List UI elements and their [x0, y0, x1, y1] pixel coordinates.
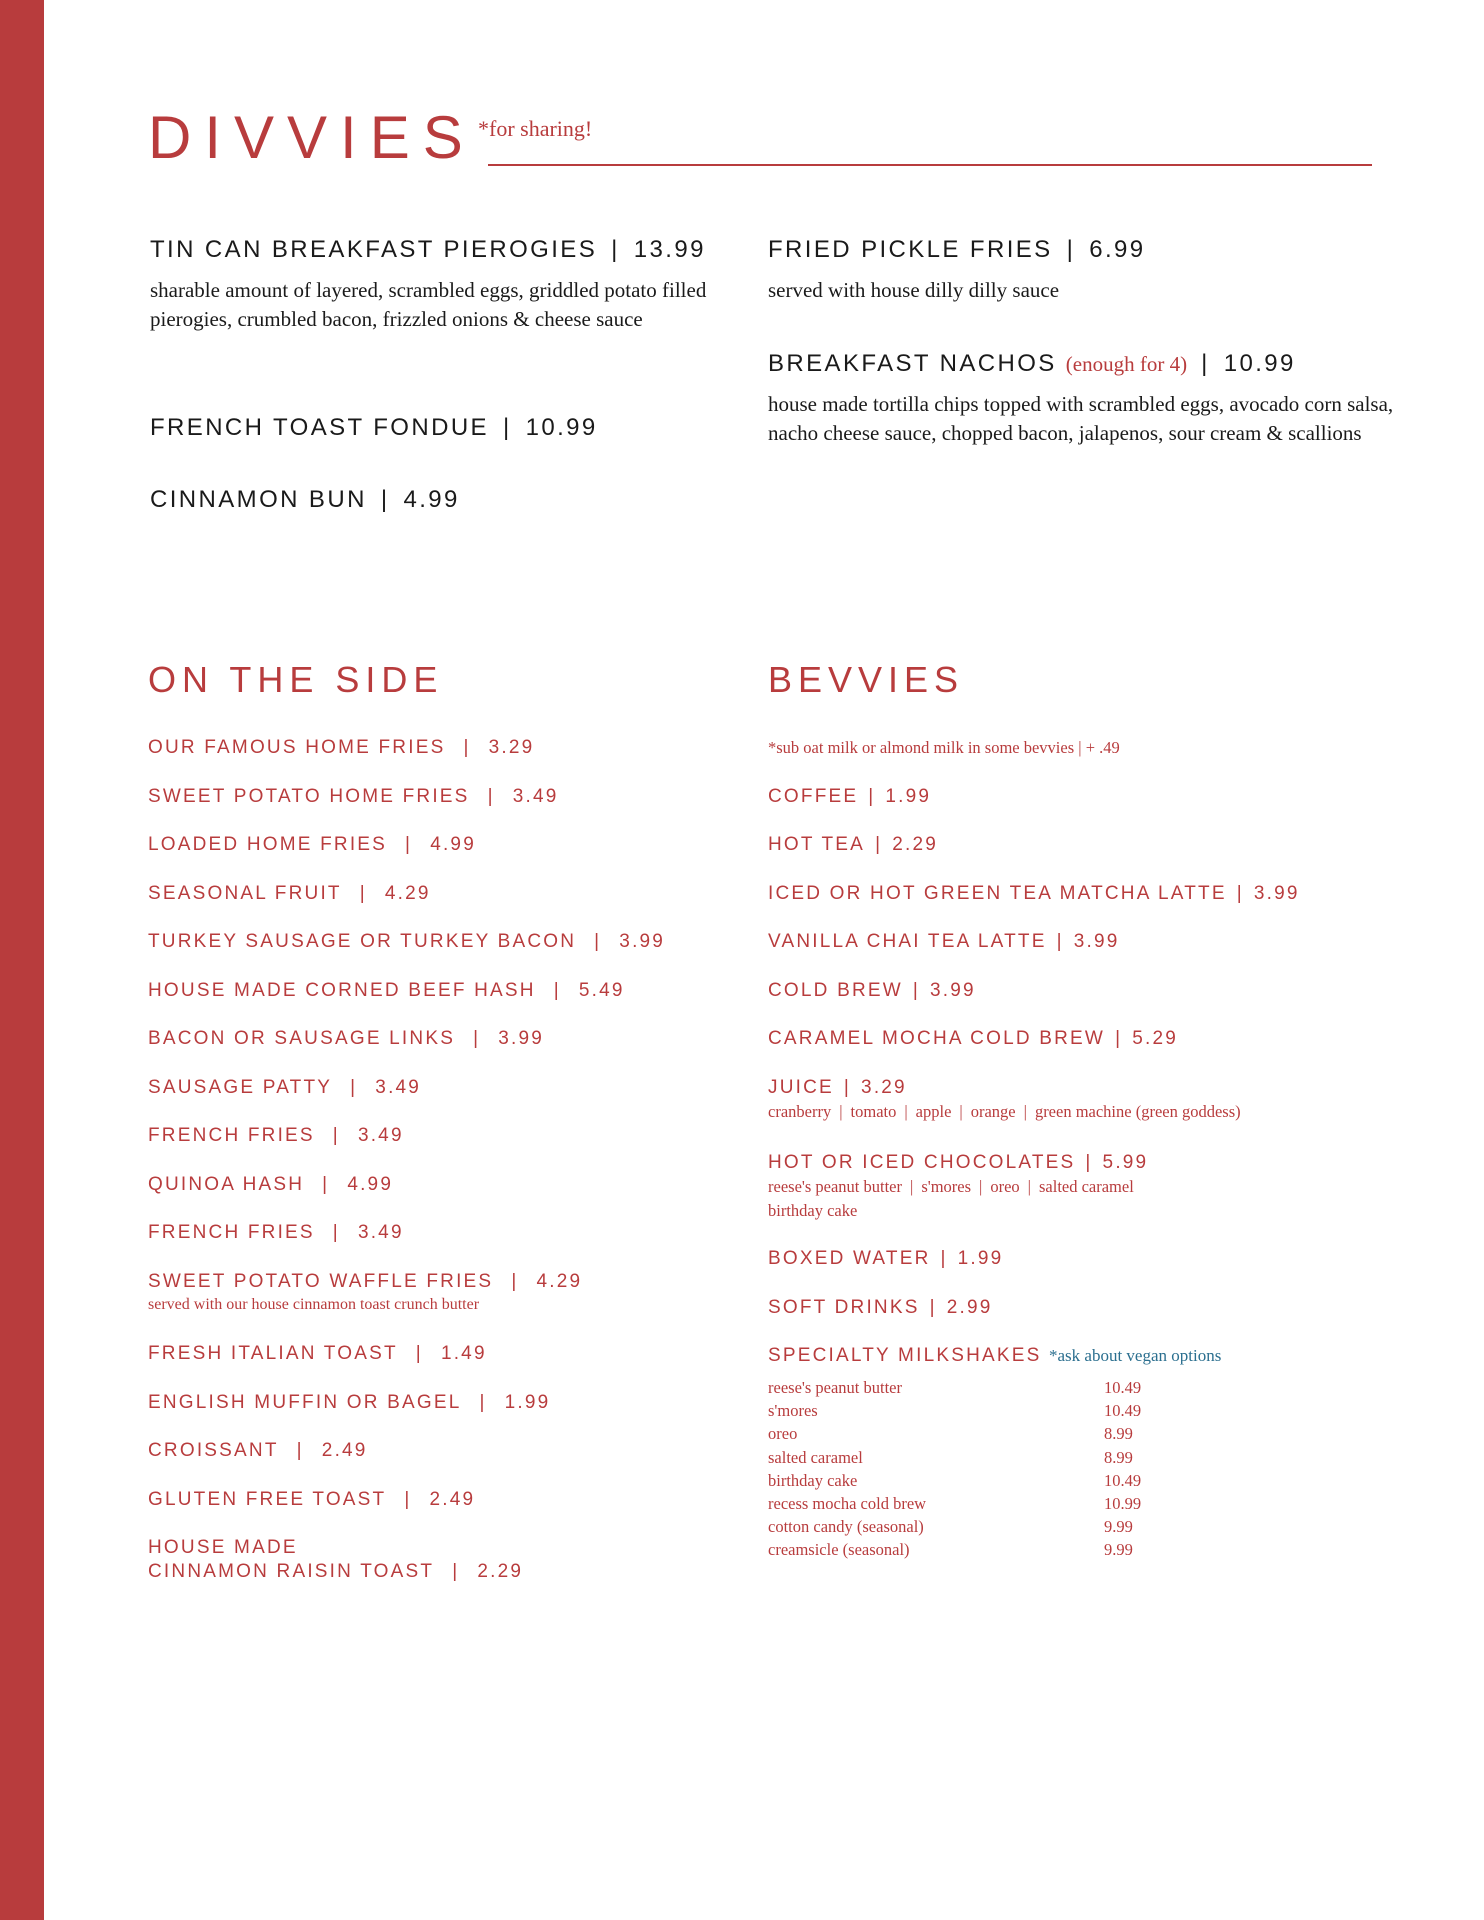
item-name: BOXED WATER [768, 1248, 931, 1269]
milkshake-row [768, 1446, 1168, 1469]
item-price: 1.49 [440, 1343, 487, 1364]
item-price: 2.99 [946, 1297, 993, 1318]
price-separator: | [296, 1440, 304, 1461]
milkshake-row [768, 1376, 1168, 1399]
item-name: SPECIALTY MILKSHAKES [768, 1345, 1042, 1366]
milkshake-list [768, 1376, 1208, 1562]
item-price: 3.99 [930, 980, 976, 1001]
price-separator: | [594, 931, 602, 952]
left-accent-bar [0, 0, 44, 1920]
milkshakes-heading [768, 1344, 1221, 1368]
flavor-price: 9.99 [1104, 1540, 1133, 1560]
item-name: ENGLISH MUFFIN OR BAGEL [148, 1392, 462, 1413]
side-item [148, 1124, 404, 1148]
divvies-item [768, 352, 1408, 448]
item-name: HOT OR ICED CHOCOLATES [768, 1152, 1076, 1173]
item-price: 3.29 [488, 737, 535, 758]
side-item [148, 1027, 544, 1051]
item-price: 3.49 [512, 786, 559, 807]
side-item [148, 1173, 393, 1197]
flavor-name: creamsicle (seasonal) [768, 1540, 910, 1560]
item-name: BREAKFAST NACHOS [768, 350, 1057, 377]
item-name: CINNAMON BUN [150, 486, 367, 513]
flavor-name: salted caramel [768, 1447, 863, 1467]
flavor-name: reese's peanut butter [768, 1378, 902, 1397]
price-separator: | [1201, 350, 1210, 377]
item-name: FRENCH FRIES [148, 1125, 315, 1146]
price-separator: | [332, 1222, 340, 1243]
price-separator: | [415, 1343, 423, 1364]
milk-substitution-note: *sub oat milk or almond milk in some bevvies | + .49 [768, 738, 1120, 757]
item-name-line1: HOUSE MADE [148, 1537, 298, 1558]
divvies-item [150, 488, 710, 512]
side-item [148, 833, 476, 857]
divvies-sharing-note: *for sharing! [478, 116, 593, 141]
item-name: JUICE [768, 1077, 834, 1098]
flavor-price: 10.49 [1104, 1470, 1142, 1490]
side-item [148, 1270, 582, 1316]
price-separator: | [511, 1271, 519, 1292]
price-separator: | [868, 786, 876, 807]
item-price: 4.99 [430, 834, 476, 855]
bev-item-chocolates [768, 1151, 1148, 1223]
side-item [148, 1221, 404, 1245]
divvies-item [150, 416, 710, 440]
option: s'mores [921, 1176, 972, 1196]
price-separator: | [929, 1297, 937, 1318]
milkshake-row [768, 1492, 1168, 1515]
item-name: SAUSAGE PATTY [148, 1077, 333, 1098]
item-name: BACON OR SAUSAGE LINKS [148, 1028, 456, 1049]
item-description: served with house dilly dilly sauce [768, 278, 1060, 302]
chocolate-option-line2: birthday cake [768, 1200, 858, 1220]
side-item [148, 736, 534, 760]
option-separator: | [959, 1101, 963, 1121]
item-name: GLUTEN FREE TOAST [148, 1489, 387, 1510]
option-separator: | [1023, 1101, 1027, 1121]
item-price: 2.49 [429, 1489, 476, 1510]
flavor-price: 8.99 [1104, 1424, 1133, 1444]
price-separator: | [1056, 931, 1064, 952]
item-name: SEASONAL FRUIT [148, 883, 342, 904]
option: tomato [850, 1101, 897, 1121]
price-separator: | [940, 1248, 948, 1269]
price-separator: | [322, 1174, 330, 1195]
divvies-title: DIVVIES [148, 104, 476, 171]
bev-item [768, 1027, 1178, 1051]
on-the-side-title: ON THE SIDE [148, 659, 444, 700]
item-price: 3.49 [357, 1125, 404, 1146]
divvies-item [150, 238, 710, 334]
price-separator: | [479, 1392, 487, 1413]
side-item [148, 930, 665, 954]
divvies-item [768, 238, 1408, 305]
item-name: VANILLA CHAI TEA LATTE [768, 931, 1047, 952]
milkshake-row [768, 1538, 1168, 1561]
item-price: 6.99 [1089, 236, 1146, 263]
item-name: TURKEY SAUSAGE OR TURKEY BACON [148, 931, 577, 952]
price-separator: | [553, 980, 561, 1001]
price-separator: | [1115, 1028, 1123, 1049]
flavor-name: s'mores [768, 1401, 818, 1421]
item-name: FRENCH FRIES [148, 1222, 315, 1243]
option: cranberry [768, 1101, 832, 1121]
bev-item [768, 979, 976, 1003]
side-item [148, 1391, 550, 1415]
item-price: 10.99 [1223, 350, 1296, 377]
price-separator: | [405, 834, 413, 855]
bev-item [768, 882, 1300, 906]
price-separator: | [404, 1489, 412, 1510]
price-separator: | [1236, 883, 1244, 904]
item-price: 5.29 [1132, 1028, 1178, 1049]
item-price: 3.49 [375, 1077, 422, 1098]
price-separator: | [463, 737, 471, 758]
side-item [148, 1342, 487, 1366]
item-name: FRENCH TOAST FONDUE [150, 414, 489, 441]
price-separator: | [1085, 1152, 1093, 1173]
option: oreo [990, 1176, 1020, 1196]
option-separator: | [904, 1101, 908, 1121]
item-name: OUR FAMOUS HOME FRIES [148, 737, 446, 758]
option-separator: | [910, 1176, 914, 1196]
bev-item [768, 930, 1120, 954]
item-price: 10.99 [525, 414, 598, 441]
bev-item-juice [768, 1076, 1241, 1124]
item-price: 13.99 [633, 236, 706, 263]
milkshake-row [768, 1469, 1168, 1492]
price-separator: | [487, 786, 495, 807]
item-price: 2.49 [321, 1440, 368, 1461]
side-item [148, 882, 431, 906]
option-separator: | [839, 1101, 843, 1121]
price-separator: | [380, 486, 390, 513]
item-name: FRIED PICKLE FRIES [768, 236, 1053, 263]
price-separator: | [1066, 236, 1076, 263]
item-price: 4.29 [384, 883, 431, 904]
price-separator: | [843, 1077, 852, 1098]
flavor-price: 8.99 [1104, 1447, 1133, 1467]
bev-item [768, 1296, 993, 1320]
item-price: 3.99 [1253, 883, 1300, 904]
flavor-name: recess mocha cold brew [768, 1494, 927, 1514]
price-separator: | [332, 1125, 340, 1146]
option-separator: | [979, 1176, 983, 1196]
side-item [148, 785, 558, 809]
item-price: 3.29 [861, 1077, 907, 1098]
price-separator: | [473, 1028, 481, 1049]
item-note: served with our house cinnamon toast crunch butter [148, 1295, 480, 1313]
item-price: 4.99 [347, 1174, 394, 1195]
item-name: ICED OR HOT GREEN TEA MATCHA LATTE [768, 883, 1227, 904]
option: reese's peanut butter [768, 1176, 902, 1196]
price-separator: | [611, 236, 620, 263]
option-separator: | [1027, 1176, 1031, 1196]
price-separator: | [452, 1560, 460, 1582]
item-price: 3.99 [619, 931, 666, 952]
flavor-price: 10.99 [1104, 1494, 1142, 1514]
price-separator: | [350, 1077, 358, 1098]
bev-item [768, 785, 931, 809]
item-price: 1.99 [957, 1248, 1004, 1269]
side-item [148, 1488, 475, 1512]
flavor-price: 10.49 [1104, 1401, 1142, 1421]
chocolate-options [768, 1175, 1148, 1199]
item-price: 5.49 [578, 980, 625, 1001]
item-price: 1.99 [504, 1392, 551, 1413]
item-price: 2.29 [477, 1560, 524, 1582]
juice-options [768, 1100, 1241, 1124]
item-price: 5.99 [1102, 1152, 1149, 1173]
item-name: FRESH ITALIAN TOAST [148, 1343, 398, 1364]
bevvies-title: BEVVIES [768, 659, 965, 700]
side-item [148, 1439, 368, 1463]
item-name: SOFT DRINKS [768, 1297, 920, 1318]
item-name: CINNAMON RAISIN TOAST [148, 1560, 435, 1582]
side-item [148, 1076, 421, 1100]
side-item [148, 979, 625, 1003]
milkshake-row [768, 1422, 1168, 1445]
item-name: CARAMEL MOCHA COLD BREW [768, 1028, 1106, 1049]
item-name: LOADED HOME FRIES [148, 834, 388, 855]
milkshake-row [768, 1515, 1168, 1538]
item-name: QUINOA HASH [148, 1174, 305, 1195]
option: green machine (green goddess) [1034, 1101, 1241, 1121]
item-price: 3.99 [498, 1028, 545, 1049]
flavor-price: 10.49 [1104, 1378, 1142, 1397]
item-name: HOT TEA [768, 834, 866, 855]
milkshake-row [768, 1399, 1168, 1422]
item-name: COFFEE [768, 786, 859, 807]
bev-item [768, 1247, 1003, 1271]
item-description: sharable amount of layered, scrambled eggs, griddled potato filled pierogies, crumbled bacon, frizzled onions & cheese sauce [150, 278, 707, 331]
price-separator: | [502, 414, 512, 441]
flavor-name: birthday cake [768, 1470, 858, 1490]
price-separator: | [875, 834, 883, 855]
item-price: 3.99 [1073, 931, 1120, 952]
item-qualifier: (enough for 4) [1065, 352, 1188, 376]
flavor-name: oreo [768, 1424, 798, 1444]
item-description: house made tortilla chips topped with scrambled eggs, avocado corn salsa, nacho cheese sauce, chopped bacon, jalapenos, sour cream & scallions [768, 392, 1394, 445]
price-separator: | [912, 980, 921, 1001]
option: orange [970, 1101, 1016, 1121]
vegan-options-note: *ask about vegan options [1048, 1346, 1222, 1365]
bev-item [768, 833, 938, 857]
item-name: CROISSANT [148, 1440, 279, 1461]
item-price: 1.99 [885, 786, 932, 807]
item-price: 2.29 [892, 834, 938, 855]
price-separator: | [359, 883, 367, 904]
item-price: 4.29 [536, 1271, 583, 1292]
item-name: COLD BREW [768, 980, 903, 1001]
option: apple [915, 1101, 952, 1121]
item-name: TIN CAN BREAKFAST PIEROGIES [150, 236, 598, 263]
flavor-price: 9.99 [1104, 1517, 1133, 1537]
divvies-divider [488, 164, 1372, 166]
item-name: SWEET POTATO HOME FRIES [148, 786, 470, 807]
option: salted caramel [1038, 1176, 1134, 1196]
flavor-name: cotton candy (seasonal) [768, 1517, 924, 1537]
item-name: HOUSE MADE CORNED BEEF HASH [148, 980, 536, 1001]
item-name: SWEET POTATO WAFFLE FRIES [148, 1271, 494, 1292]
side-item [148, 1536, 523, 1584]
item-price: 3.49 [357, 1222, 404, 1243]
item-price: 4.99 [403, 486, 460, 513]
